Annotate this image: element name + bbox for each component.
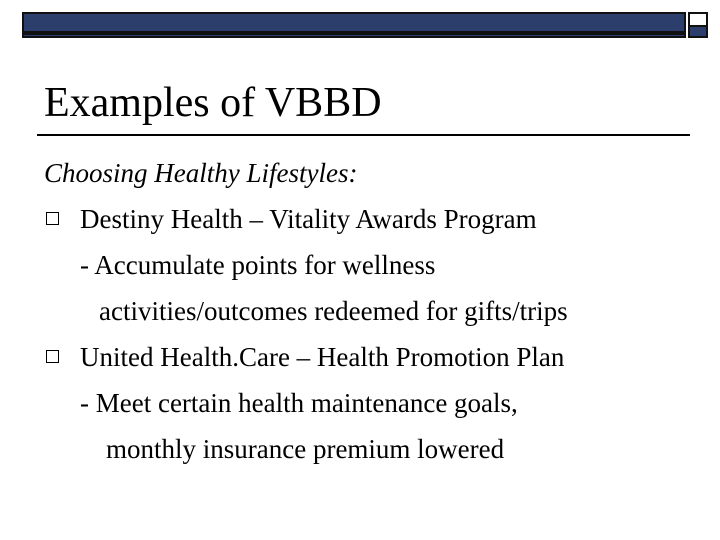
slide-title: Examples of VBBD xyxy=(44,80,382,126)
slide-body xyxy=(44,150,704,472)
hollow-square-bullet-icon xyxy=(46,350,59,363)
subtitle-line xyxy=(44,150,704,196)
bullet-detail-2b xyxy=(44,426,704,472)
bullet-detail-text: - Accumulate points for wellness xyxy=(80,250,436,280)
bullet-detail-text: - Meet certain health maintenance goals, xyxy=(80,388,518,418)
title-divider xyxy=(37,134,690,136)
bullet-heading-2: United Health.Care – Health Promotion Plan xyxy=(80,342,565,372)
header-decor-corner xyxy=(688,12,708,38)
bullet-detail-2a xyxy=(44,380,704,426)
hollow-square-bullet-icon xyxy=(46,212,59,225)
header-decor-bar xyxy=(22,12,686,38)
bullet-detail-1b xyxy=(44,288,704,334)
bullet-detail-1a xyxy=(44,242,704,288)
header-decor-corner-fill xyxy=(690,25,706,36)
bullet-detail-text: activities/outcomes redeemed for gifts/trips xyxy=(99,296,568,326)
bullet-detail-text: monthly insurance premium lowered xyxy=(106,434,505,464)
bullet-item-1 xyxy=(44,196,704,242)
bullet-heading-1: Destiny Health – Vitality Awards Program xyxy=(80,204,537,234)
bullet-item-2 xyxy=(44,334,704,380)
header-decor-stripe xyxy=(24,31,684,35)
section-subtitle: Choosing Healthy Lifestyles: xyxy=(44,158,358,188)
